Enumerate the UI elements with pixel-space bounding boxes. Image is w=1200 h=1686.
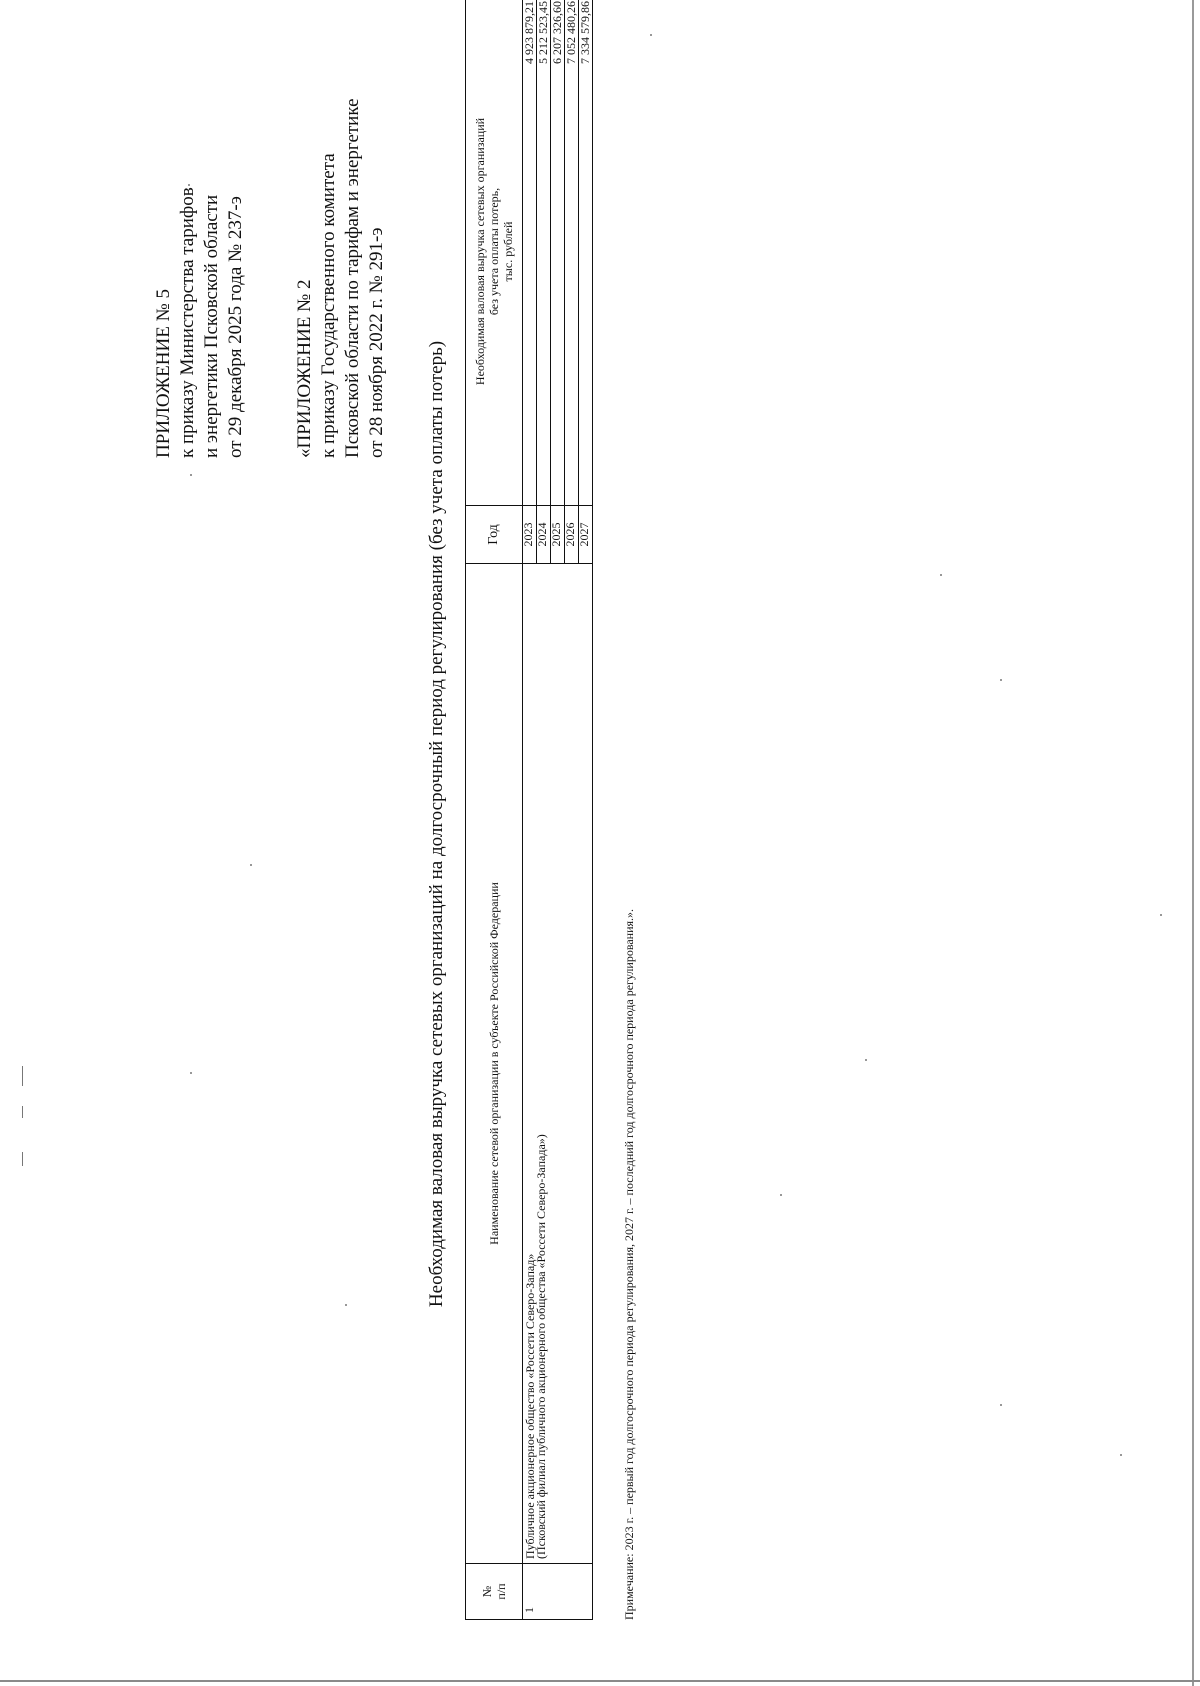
scan-speck (22, 1106, 23, 1118)
header-number-line2: п/п (494, 1583, 508, 1600)
scan-speck (22, 1066, 23, 1086)
year-cell: 2024 (537, 506, 551, 564)
header-revenue-line1: Необходимая валовая выручка сетевых организаций (473, 117, 487, 386)
scan-speck (1120, 1454, 1122, 1456)
scan-speck (1160, 914, 1162, 916)
appendix-previous-line2: к приказу Государственного комитета (318, 153, 339, 458)
appendix-previous-line1: «ПРИЛОЖЕНИЕ № 2 (294, 279, 315, 458)
scan-speck (1000, 679, 1002, 681)
scan-speck (865, 1059, 867, 1061)
organization-name-line1: Публичное акционерное общество «Россети Северо-Запад» (523, 1253, 537, 1559)
revenue-value-cell: 4 923 879,21 (523, 0, 537, 506)
revenue-value-cell: 5 212 523,45 (537, 0, 551, 506)
year-cell: 2023 (523, 506, 537, 564)
organization-name-line2: (Псковский филиал публичного акционерного общества «Россети Северо-Запада») (534, 1134, 548, 1559)
header-revenue-line2: без учета оплаты потерь, (487, 187, 501, 316)
scan-speck (650, 34, 652, 36)
appendix-current-line2: к приказу Министерства тарифов (177, 187, 198, 458)
header-organization: Наименование сетевой организации в субъекте Российской Федерации (466, 564, 523, 1564)
appendix-current-block (152, 187, 248, 458)
appendix-previous-line3: Псковской области по тарифам и энергетике (342, 98, 363, 458)
appendix-current-line1: ПРИЛОЖЕНИЕ № 5 (153, 289, 174, 458)
scan-speck (188, 184, 190, 186)
year-cell: 2025 (551, 506, 565, 564)
scan-speck (22, 1152, 23, 1166)
organization-name-cell (523, 564, 593, 1564)
header-year: Год (466, 506, 523, 564)
row-number: 1 (523, 1564, 593, 1620)
appendix-current-line4: от 29 декабря 2025 года № 237-э (225, 196, 246, 458)
scan-speck (780, 1194, 782, 1196)
table-note: Примечание: 2023 г. – первый год долгосрочного периода регулирования, 2027 г. – последний год долгосрочного периода регулирования.». (622, 908, 636, 1620)
appendix-previous-line4: от 28 ноября 2022 г. № 291-э (366, 227, 387, 458)
appendix-previous-block (293, 98, 389, 458)
document-title: Необходимая валовая выручка сетевых организаций на долгосрочный период регулирования (без учета оплаты потерь) (426, 340, 447, 1308)
scan-speck (250, 864, 252, 866)
header-number-line1: № (480, 1585, 494, 1598)
table-row (523, 0, 537, 1620)
scan-speck (345, 1304, 347, 1306)
revenue-value-cell: 6 207 326,60 (551, 0, 565, 506)
revenue-table (465, 0, 593, 1620)
header-revenue-line3: тыс. рублей (501, 221, 515, 282)
revenue-value-cell: 7 334 579,86 (579, 0, 593, 506)
appendix-current-line3: и энергетики Псковской области (201, 194, 222, 458)
year-cell: 2026 (565, 506, 579, 564)
revenue-value-cell: 7 052 480,26 (565, 0, 579, 506)
header-revenue (466, 0, 523, 506)
year-cell: 2027 (579, 506, 593, 564)
scan-speck (190, 474, 192, 476)
scan-speck (190, 1072, 192, 1074)
header-number (466, 1564, 523, 1620)
table-header-row (466, 0, 523, 1620)
scan-speck (940, 574, 942, 576)
scan-speck (1000, 1404, 1002, 1406)
